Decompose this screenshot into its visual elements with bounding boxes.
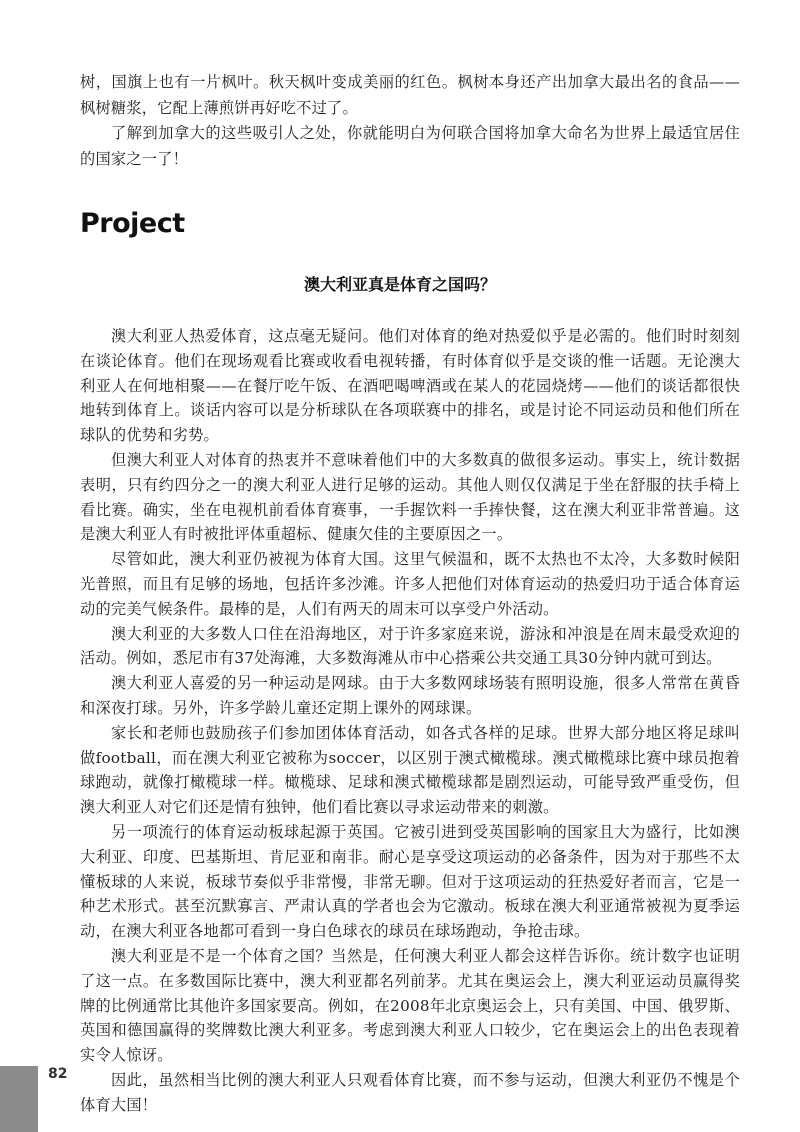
body-paragraph: 家长和老师也鼓励孩子们参加团体体育活动，如各式各样的足球。世界大部分地区将足球叫做football，而在澳大利亚它被称为soccer，以区别于澳式橄榄球。澳式橄榄球比赛中球员抱着球跑动，就像打橄榄球一样。橄榄球、足球和澳式橄榄球都是剧烈运动，可能导致严重受伤，但澳大利亚人对它们还是情有独钟，他们看比赛以寻求运动带来的刺激。 (80, 723, 740, 817)
body-paragraph: 但澳大利亚人对体育的热衷并不意味着他们中的大多数真的做很多运动。事实上，统计数据表明，只有约四分之一的澳大利亚人进行足够的运动。其他人则仅仅满足于坐在舒服的扶手椅上看比赛。确实，坐在电视机前看体育赛事，一手握饮料一手捧快餐，这在澳大利亚非常普遍。这是澳大利亚人有时被批评体重超标、健康欠佳的主要原因之一。 (80, 450, 740, 544)
intro-paragraph-2: 了解到加拿大的这些吸引人之处，你就能明白为何联合国将加拿大命名为世界上最适宜居住的国家之一了！ (80, 124, 740, 168)
article-title: 澳大利亚真是体育之国吗？ (303, 275, 496, 294)
body-paragraph: 澳大利亚的大多数人口住在沿海地区，对于许多家庭来说，游泳和冲浪是在周末最受欢迎的活动。例如，悉尼市有37处海滩，大多数海滩从市中心搭乘公共交通工具30分钟内就可到达。 (80, 624, 740, 668)
page-number: 82 (48, 1066, 68, 1082)
body-paragraph: 澳大利亚是不是一个体育之国？当然是，任何澳大利亚人都会这样告诉你。统计数字也证明了这一点。在多数国际比赛中，澳大利亚都名列前茅。尤其在奥运会上，澳大利亚运动员赢得奖牌的比例通常比其他许多国家要高。例如，在2008年北京奥运会上，只有美国、中国、俄罗斯、英国和德国赢得的奖牌数比澳大利亚多。考虑到澳大利亚人口较少，它在奥运会上的出色表现着实令人惊讶。 (80, 946, 740, 1065)
page-edge-tab (0, 1066, 38, 1132)
article-body (80, 324, 740, 1118)
body-paragraph: 尽管如此，澳大利亚仍被视为体育大国。这里气候温和，既不太热也不太冷，大多数时候阳光普照，而且有足够的场地，包括许多沙滩。许多人把他们对体育运动的热爱归功于适合体育运动的完美气候条件。最棒的是，人们有两天的周末可以享受户外活动。 (80, 550, 740, 618)
body-paragraph: 另一项流行的体育运动板球起源于英国。它被引进到受英国影响的国家且大为盛行，比如澳大利亚、印度、巴基斯坦、肯尼亚和南非。耐心是享受这项运动的必备条件，因为对于那些不太懂板球的人来说，板球节奏似乎非常慢，非常无聊。但对于这项运动的狂热爱好者而言，它是一种艺术形式。甚至沉默寡言、严肃认真的学者也会为它激动。板球在澳大利亚通常被视为夏季运动，在澳大利亚各地都可看到一身白色球衣的球员在球场跑动，争抢击球。 (80, 822, 740, 941)
body-paragraph: 澳大利亚人热爱体育，这点毫无疑问。他们对体育的绝对热爱似乎是必需的。他们时时刻刻在谈论体育。他们在现场观看比赛或收看电视转播，有时体育似乎是交谈的惟一话题。无论澳大利亚人在何地相聚——在餐厅吃午饭、在酒吧喝啤酒或在某人的花园烧烤——他们的谈话都很快地转到体育上。谈话内容可以是分析球队在各项联赛中的排名，或是讨论不同运动员和他们所在球队的优势和劣势。 (80, 327, 740, 445)
section-heading: Project (80, 208, 185, 239)
body-paragraph: 澳大利亚人喜爱的另一种运动是网球。由于大多数网球场装有照明设施，很多人常常在黄昏和深夜打球。另外，许多学龄儿童还定期上课外的网球课。 (80, 674, 740, 717)
intro-paragraph-1: 树，国旗上也有一片枫叶。秋天枫叶变成美丽的红色。枫树本身还产出加拿大最出名的食品——枫树糖浆，它配上薄煎饼再好吃不过了。 (80, 73, 740, 117)
body-paragraph: 因此，虽然相当比例的澳大利亚人只观看体育比赛，而不参与运动，但澳大利亚仍不愧是个体育大国！ (80, 1070, 740, 1114)
